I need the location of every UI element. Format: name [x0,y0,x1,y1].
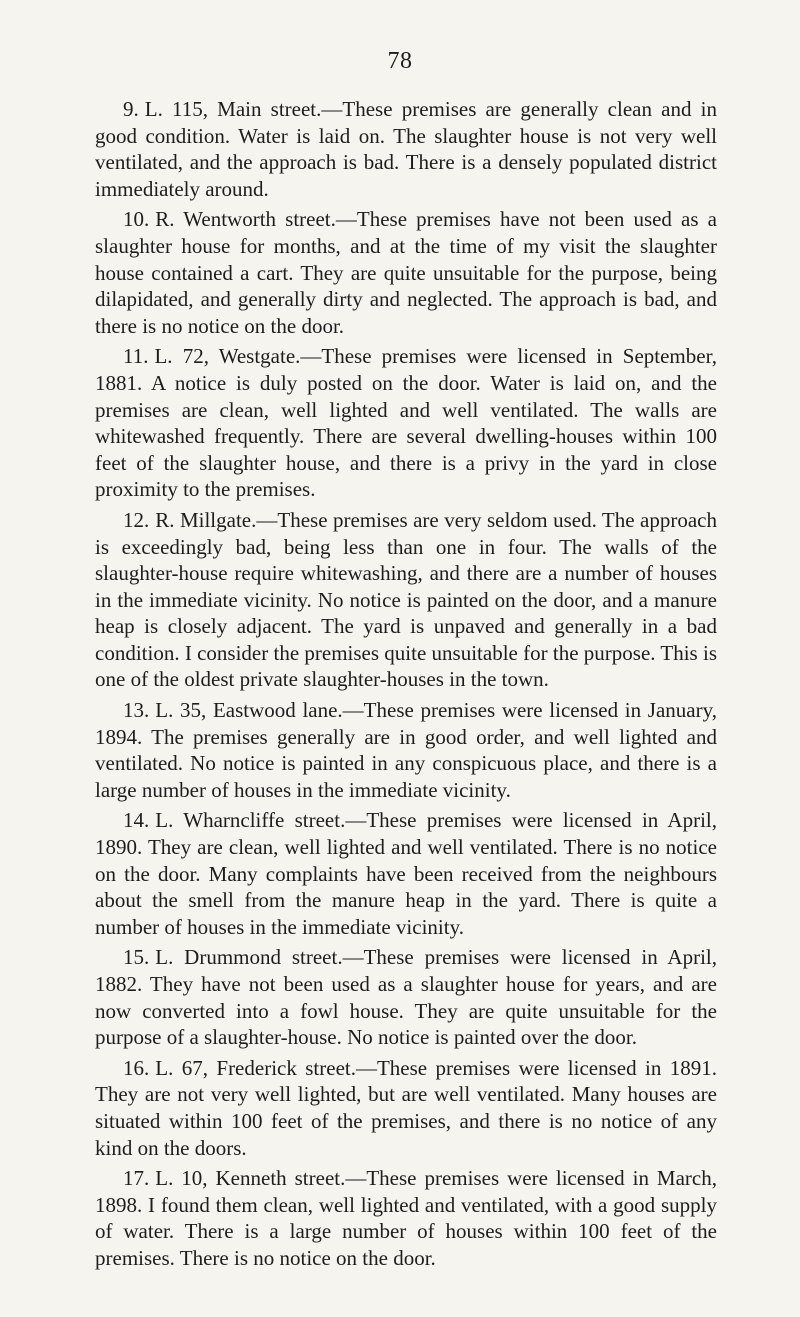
entry-number: 12. [123,507,150,532]
entry-11 [95,343,717,503]
entry-reference: L. 10, Kenneth street. [155,1166,346,1191]
entry-number: 9. [123,97,139,121]
entry-number: 10. [123,207,150,232]
entry-number: 14. [123,808,150,833]
entry-text: —These premises were licensed in April, 1882. They have not been used as a slaughter house for years, and are now converted into a fowl house. They are quite unsuitable for the purpose of a slaughter-house. No notice is painted over the door. [95,945,717,1050]
entry-number: 11. [123,344,149,369]
entry-17 [95,1165,717,1271]
entry-reference: L. Wharncliffe street. [155,808,346,833]
entry-16 [95,1055,717,1161]
entry-text: —These premises have not been used as a slaughter house for months, and at the time of my visit the slaughter house contained a cart. They are quite unsuitable for the purpose, being dilapidated, and generally dirty and neglected. The approach is bad, and there is no notice on the door. [95,207,717,338]
entry-12 [95,507,717,693]
entry-14 [95,807,717,940]
entry-15 [95,944,717,1050]
entry-number: 17. [123,1166,150,1191]
entry-reference: L. 67, Frederick street. [155,1055,356,1080]
entry-text: —These premises were licensed in January, 1894. The premises generally are in good order, and well lighted and ventilated. No notice is painted in any conspicuous place, and there is a large number of houses in the immediate vicinity. [95,698,718,802]
entry-reference: L. 35, Eastwood lane. [155,698,343,723]
entry-reference: L. Drummond street. [155,945,343,970]
entry-reference: R. Millgate. [155,507,257,532]
entry-13 [95,697,717,803]
entry-number: 13. [123,698,150,723]
entry-reference: L. 72, Westgate. [154,344,301,369]
entry-reference: L. 115, Main street. [144,97,322,121]
page-number: 78 [387,48,413,74]
entry-text: —These premises were licensed in March, 1898. I found them clean, well lighted and ventilated, with a good supply of water. There is a large number of houses within 100 feet of the premises. There is no notice on the door. [95,1166,717,1270]
entry-text: —These premises are very seldom used. The approach is exceedingly bad, being less than one in four. The walls of the slaughter-house require whitewashing, and there are a number of houses in the immediate vicinity. No notice is painted on the door, and a manure heap is closely adjacent. The yard is unpaved and generally in a bad condition. I consider the premises quite unsuitable for the purpose. This is one of the oldest private slaughter-houses in the town. [95,507,717,692]
entry-number: 16. [123,1055,150,1080]
entry-number: 15. [123,945,150,970]
entry-text: —These premises were licensed in September, 1881. A notice is duly posted on the door. Water is laid on, and the premises are clean, well lighted and well ventilated. The walls are whitewashed frequently. There are several dwelling-houses within 100 feet of the slaughter house, and there is a privy in the yard in close proximity to the premises. [95,344,717,502]
entry-text: —These premises were licensed in April, 1890. They are clean, well lighted and well ventilated. There is no notice on the door. Many complaints have been received from the neighbours about the smell from the manure heap in the yard. There is quite a number of houses in the immediate vicinity. [95,808,717,939]
entry-text: —These premises are generally clean and in good condition. Water is laid on. The slaughter house is not very well ventilated, and the approach is bad. There is a densely populated district immediately around. [95,97,717,201]
entry-text: —These premises were licensed in 1891. They are not very well lighted, but are well ventilated. Many houses are situated within 100 feet of the premises, and there is no notice of any kind on the doors. [95,1055,717,1160]
entry-10 [95,206,717,339]
entry-reference: R. Wentworth street. [155,207,336,232]
body-text [95,96,717,1276]
entry-9 [95,96,717,202]
